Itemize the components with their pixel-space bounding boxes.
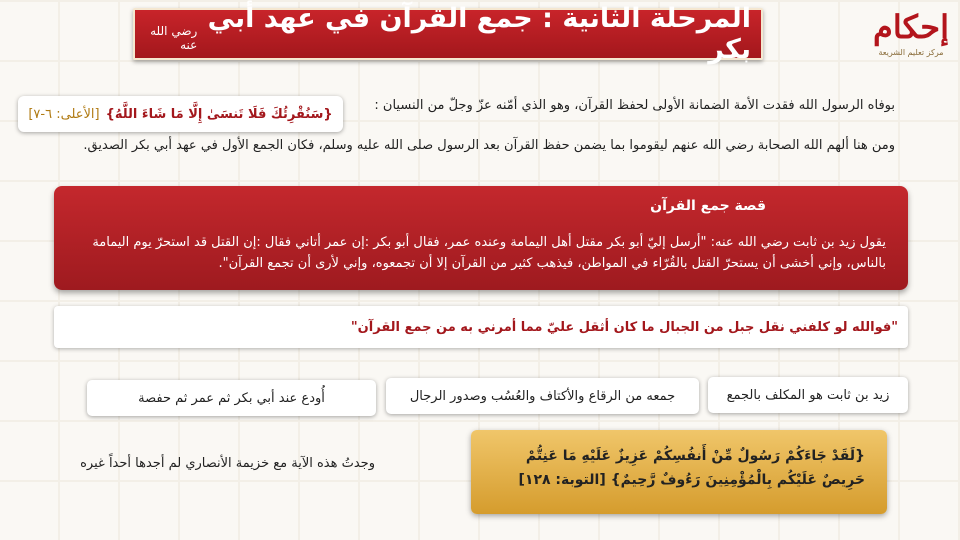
quote-box (54, 306, 908, 348)
info-card-assigned (708, 377, 908, 413)
info-card-text: جمعه من الرقاع والأكتاف والعُسُب وصدور الرجال (409, 388, 676, 404)
story-body: يقول زيد بن ثابت رضي الله عنه: "أرسل إليّ أبو بكر مقتل أهل اليمامة وعنده عمر، فقال أبو بكر :إن عمر أتاني فقال :إن القتل قد استحرّ يوم اليمامة بالناس، وإني أخشى أن يستحرّ القتل بالقُرّاء في المواطن، فيذهب كثير من القرآن إلا أن تجمعوه، وإني لأرى أن تجمع القرآن". (92, 235, 886, 271)
quote-text: "فوالله لو كلفني نقل جبل من الجبال ما كان أثقل عليّ مما أمرني به من جمع القرآن" (350, 319, 898, 335)
intro-line-1: بوفاه الرسول الله فقدت الأمة الضمانة الأولى لحفظ القرآن، وهو الذي أمّنه عزّ وجلّ من النسيان : (374, 98, 895, 113)
page-title-suffix: رضي الله عنه (150, 24, 198, 52)
khuzaymah-note: وجدتُ هذه الآية مع خزيمة الأنصاري لم أجدها أحداً غيره (80, 456, 375, 471)
verse-box (18, 96, 343, 132)
story-panel (54, 186, 908, 290)
info-card-text: زيد بن ثابت هو المكلف بالجمع (726, 387, 890, 403)
info-card-custody (87, 380, 376, 416)
ayah-text: {لَقَدْ جَاءَكُمْ رَسُولٌ مِّنْ أَنفُسِكُمْ عَزِيزٌ عَلَيْهِ مَا عَنِتُّمْ حَرِيصٌ عَلَيْكُم بِالْمُؤْمِنِينَ رَءُوفٌ رَّحِيمٌ} [التوبة: ١٢٨] (518, 448, 865, 488)
intro-line-2: ومن هنا ألهم الله الصحابة رضي الله عنهم ليقوموا بما يضمن حفظ القرآن بعد الرسول صلى الله عليه وسلم، فكان الجمع الأول في عهد أبي بكر الصديق. (83, 138, 895, 153)
verse-text: {سَنُقْرِئُكَ فَلَا تَنسَىٰ إِلَّا مَا شَاءَ اللَّهُ} (105, 106, 333, 122)
page-title: المرحلة الثانية : جمع القرآن في عهد أبي بكر (207, 3, 751, 65)
info-card-text: أُودع عند أبي بكر ثم عمر ثم حفصة (138, 390, 325, 406)
logo-caption: مركز تعليم الشريعة (878, 48, 944, 57)
title-banner (133, 3, 763, 65)
verse-reference: [الأعلى: ٦-٧] (28, 106, 100, 122)
story-title: قصة جمع القرآن (650, 198, 766, 214)
logo (868, 6, 954, 74)
ayah-box (471, 430, 887, 514)
logo-mark: إحكام (873, 8, 949, 46)
info-card-sources (386, 378, 699, 414)
